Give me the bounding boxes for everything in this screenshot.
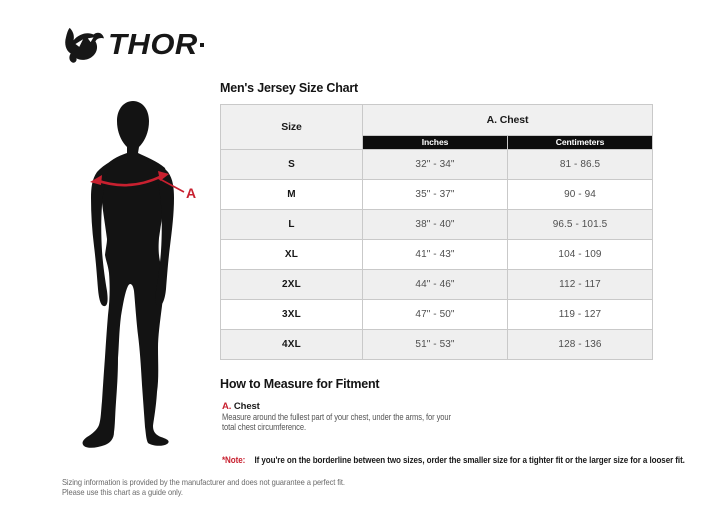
size-cell: M bbox=[221, 180, 363, 210]
note-label: *Note: bbox=[222, 455, 246, 466]
column-header-chest: A. Chest bbox=[363, 105, 653, 136]
table-row-4xl bbox=[221, 330, 653, 360]
centimeters-cell: 128 - 136 bbox=[508, 330, 653, 360]
column-header-centimeters: Centimeters bbox=[508, 136, 653, 150]
centimeters-cell: 96.5 - 101.5 bbox=[508, 210, 653, 240]
inches-cell: 35" - 37" bbox=[363, 180, 508, 210]
centimeters-cell: 119 - 127 bbox=[508, 300, 653, 330]
chest-label-name: Chest bbox=[231, 401, 260, 412]
thor-logo bbox=[62, 26, 204, 64]
size-cell: L bbox=[221, 210, 363, 240]
disclaimer-line: Please use this chart as a guide only. bbox=[62, 487, 183, 497]
chest-measure-label bbox=[222, 401, 260, 412]
centimeters-cell: 90 - 94 bbox=[508, 180, 653, 210]
size-cell: S bbox=[221, 150, 363, 180]
column-header-size: Size bbox=[221, 105, 363, 150]
sizing-note bbox=[222, 455, 685, 466]
chest-measure-description bbox=[222, 413, 451, 432]
inches-cell: 38" - 40" bbox=[363, 210, 508, 240]
table-row-2xl bbox=[221, 270, 653, 300]
note-text: If you're on the borderline between two sizes, order the smaller size for a tighter fit or the larger size for a looser fit. bbox=[254, 455, 685, 466]
table-row-s bbox=[221, 150, 653, 180]
description-line: total chest circumference. bbox=[222, 421, 306, 432]
thor-helmet-icon bbox=[62, 26, 106, 64]
manufacturer-disclaimer bbox=[62, 477, 345, 497]
column-header-inches: Inches bbox=[363, 136, 508, 150]
inches-cell: 32" - 34" bbox=[363, 150, 508, 180]
centimeters-cell: 104 - 109 bbox=[508, 240, 653, 270]
centimeters-cell: 112 - 117 bbox=[508, 270, 653, 300]
page-title: Men's Jersey Size Chart bbox=[220, 81, 359, 95]
table-row-xl bbox=[221, 240, 653, 270]
disclaimer-line: Sizing information is provided by the manufacturer and does not guarantee a perfect fit. bbox=[62, 477, 345, 487]
size-cell: 2XL bbox=[221, 270, 363, 300]
table-row-l bbox=[221, 210, 653, 240]
logo-trademark-dot bbox=[200, 43, 204, 47]
body-silhouette bbox=[83, 101, 169, 448]
centimeters-cell: 81 - 86.5 bbox=[508, 150, 653, 180]
size-chart-table bbox=[220, 104, 653, 360]
measure-section-heading: How to Measure for Fitment bbox=[220, 377, 380, 391]
description-line: Measure around the fullest part of your chest, under the arms, for your bbox=[222, 412, 451, 422]
male-silhouette-figure bbox=[72, 95, 222, 463]
table-row-3xl bbox=[221, 300, 653, 330]
chest-label-letter: A. bbox=[222, 401, 232, 412]
size-cell: 4XL bbox=[221, 330, 363, 360]
thor-wordmark: THOR bbox=[108, 28, 198, 61]
chest-marker-label: A bbox=[186, 185, 197, 201]
size-cell: 3XL bbox=[221, 300, 363, 330]
inches-cell: 41" - 43" bbox=[363, 240, 508, 270]
inches-cell: 51" - 53" bbox=[363, 330, 508, 360]
inches-cell: 47" - 50" bbox=[363, 300, 508, 330]
table-row-m bbox=[221, 180, 653, 210]
size-cell: XL bbox=[221, 240, 363, 270]
inches-cell: 44" - 46" bbox=[363, 270, 508, 300]
